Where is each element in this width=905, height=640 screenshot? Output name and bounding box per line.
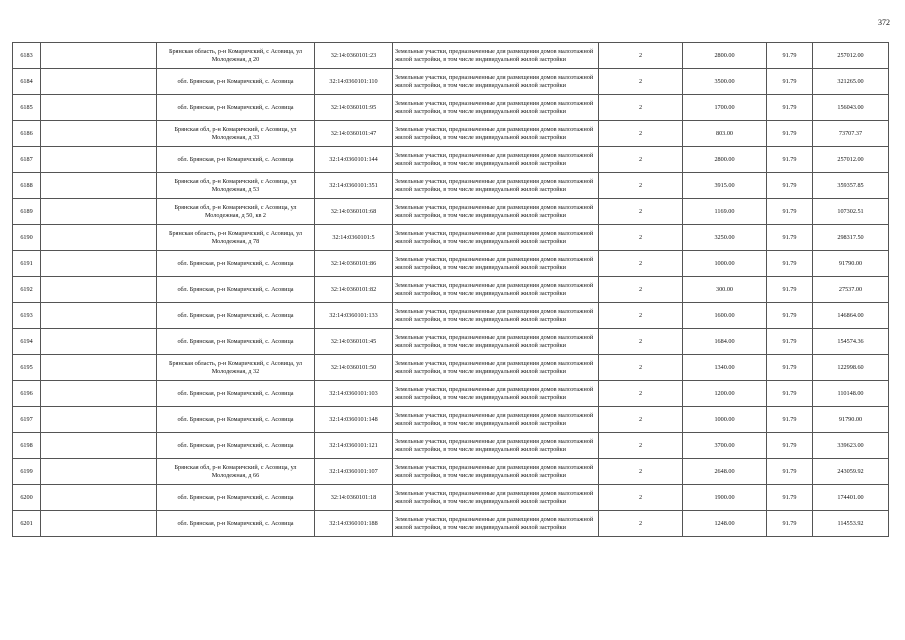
category-cell: 2	[599, 121, 683, 147]
cadastral-number-cell: 32:14:0360101:5	[315, 225, 393, 251]
cadastral-number-cell: 32:14:0360101:23	[315, 43, 393, 69]
table-row	[13, 433, 889, 459]
cadastral-value-cell: 91790.00	[813, 407, 889, 433]
table-row	[13, 485, 889, 511]
category-cell: 2	[599, 199, 683, 225]
rate-cell: 91.79	[767, 173, 813, 199]
blank-cell	[41, 69, 157, 95]
blank-cell	[41, 121, 157, 147]
cadastral-number-cell: 32:14:0360101:18	[315, 485, 393, 511]
category-cell: 2	[599, 381, 683, 407]
category-cell: 2	[599, 433, 683, 459]
rate-cell: 91.79	[767, 511, 813, 537]
cadastral-number-cell: 32:14:0360101:188	[315, 511, 393, 537]
page-number: 372	[878, 18, 890, 27]
permitted-use-cell: Земельные участки, предназначенные для размещения домов малоэтажной жилой застройки, в том числе индивидуальной жилой застройки	[393, 381, 599, 407]
permitted-use-cell: Земельные участки, предназначенные для размещения домов малоэтажной жилой застройки, в том числе индивидуальной жилой застройки	[393, 277, 599, 303]
permitted-use-cell: Земельные участки, предназначенные для размещения домов малоэтажной жилой застройки, в том числе индивидуальной жилой застройки	[393, 95, 599, 121]
table-row	[13, 69, 889, 95]
cadastral-number-cell: 32:14:0360101:45	[315, 329, 393, 355]
category-cell: 2	[599, 95, 683, 121]
permitted-use-cell: Земельные участки, предназначенные для размещения домов малоэтажной жилой застройки, в том числе индивидуальной жилой застройки	[393, 199, 599, 225]
cadastral-value-cell: 91790.00	[813, 251, 889, 277]
table-row	[13, 329, 889, 355]
address-cell: обл. Брянская, р-н Комаричский, с. Асовица	[157, 329, 315, 355]
category-cell: 2	[599, 147, 683, 173]
address-cell: обл. Брянская, р-н Комаричский, с. Асовица	[157, 485, 315, 511]
table-row	[13, 43, 889, 69]
cadastral-value-cell: 146864.00	[813, 303, 889, 329]
blank-cell	[41, 173, 157, 199]
category-cell: 2	[599, 43, 683, 69]
permitted-use-cell: Земельные участки, предназначенные для размещения домов малоэтажной жилой застройки, в том числе индивидуальной жилой застройки	[393, 147, 599, 173]
area-cell: 1200.00	[683, 381, 767, 407]
cadastral-value-cell: 27537.00	[813, 277, 889, 303]
table-body	[13, 43, 889, 537]
address-cell: Брянская обл, р-н Комаричский, с Асовица, ул Молодежная, д 53	[157, 173, 315, 199]
row-number-cell: 6197	[13, 407, 41, 433]
permitted-use-cell: Земельные участки, предназначенные для размещения домов малоэтажной жилой застройки, в том числе индивидуальной жилой застройки	[393, 251, 599, 277]
rate-cell: 91.79	[767, 381, 813, 407]
table-row	[13, 95, 889, 121]
address-cell: обл. Брянская, р-н Комаричский, с. Асовица	[157, 69, 315, 95]
rate-cell: 91.79	[767, 459, 813, 485]
area-cell: 3500.00	[683, 69, 767, 95]
rate-cell: 91.79	[767, 329, 813, 355]
area-cell: 1248.00	[683, 511, 767, 537]
cadastral-number-cell: 32:14:0360101:110	[315, 69, 393, 95]
table-row	[13, 147, 889, 173]
rate-cell: 91.79	[767, 303, 813, 329]
table-row	[13, 407, 889, 433]
address-cell: Брянская обл, р-н Комаричский, с Асовица, ул Молодежная, д 50, кв 2	[157, 199, 315, 225]
table-row	[13, 459, 889, 485]
rate-cell: 91.79	[767, 407, 813, 433]
cadastral-number-cell: 32:14:0360101:121	[315, 433, 393, 459]
blank-cell	[41, 251, 157, 277]
permitted-use-cell: Земельные участки, предназначенные для размещения домов малоэтажной жилой застройки, в том числе индивидуальной жилой застройки	[393, 173, 599, 199]
table-row	[13, 199, 889, 225]
permitted-use-cell: Земельные участки, предназначенные для размещения домов малоэтажной жилой застройки, в том числе индивидуальной жилой застройки	[393, 329, 599, 355]
cadastral-value-cell: 243059.92	[813, 459, 889, 485]
permitted-use-cell: Земельные участки, предназначенные для размещения домов малоэтажной жилой застройки, в том числе индивидуальной жилой застройки	[393, 433, 599, 459]
blank-cell	[41, 329, 157, 355]
cadastral-number-cell: 32:14:0360101:107	[315, 459, 393, 485]
address-cell: Брянская область, р-н Комаричский, с Асовица, ул Молодежная, д 78	[157, 225, 315, 251]
category-cell: 2	[599, 69, 683, 95]
row-number-cell: 6190	[13, 225, 41, 251]
table-row	[13, 277, 889, 303]
permitted-use-cell: Земельные участки, предназначенные для размещения домов малоэтажной жилой застройки, в том числе индивидуальной жилой застройки	[393, 121, 599, 147]
address-cell: обл. Брянская, р-н Комаричский, с. Асовица	[157, 277, 315, 303]
table-row	[13, 355, 889, 381]
table-row	[13, 303, 889, 329]
blank-cell	[41, 381, 157, 407]
cadastral-value-cell: 122998.60	[813, 355, 889, 381]
cadastral-number-cell: 32:14:0360101:86	[315, 251, 393, 277]
cadastral-number-cell: 32:14:0360101:47	[315, 121, 393, 147]
area-cell: 2800.00	[683, 43, 767, 69]
cadastral-number-cell: 32:14:0360101:95	[315, 95, 393, 121]
cadastral-number-cell: 32:14:0360101:351	[315, 173, 393, 199]
row-number-cell: 6191	[13, 251, 41, 277]
address-cell: обл. Брянская, р-н Комаричский, с. Асовица	[157, 433, 315, 459]
permitted-use-cell: Земельные участки, предназначенные для размещения домов малоэтажной жилой застройки, в том числе индивидуальной жилой застройки	[393, 511, 599, 537]
blank-cell	[41, 277, 157, 303]
permitted-use-cell: Земельные участки, предназначенные для размещения домов малоэтажной жилой застройки, в том числе индивидуальной жилой застройки	[393, 69, 599, 95]
blank-cell	[41, 147, 157, 173]
address-cell: обл. Брянская, р-н Комаричский, с. Асовица	[157, 95, 315, 121]
category-cell: 2	[599, 173, 683, 199]
rate-cell: 91.79	[767, 277, 813, 303]
area-cell: 2800.00	[683, 147, 767, 173]
cadastral-value-cell: 298317.50	[813, 225, 889, 251]
blank-cell	[41, 355, 157, 381]
address-cell: обл. Брянская, р-н Комаричский, с. Асовица	[157, 381, 315, 407]
area-cell: 3700.00	[683, 433, 767, 459]
permitted-use-cell: Земельные участки, предназначенные для размещения домов малоэтажной жилой застройки, в том числе индивидуальной жилой застройки	[393, 43, 599, 69]
row-number-cell: 6183	[13, 43, 41, 69]
rate-cell: 91.79	[767, 485, 813, 511]
address-cell: обл. Брянская, р-н Комаричский, с. Асовица	[157, 303, 315, 329]
category-cell: 2	[599, 251, 683, 277]
permitted-use-cell: Земельные участки, предназначенные для размещения домов малоэтажной жилой застройки, в том числе индивидуальной жилой застройки	[393, 225, 599, 251]
rate-cell: 91.79	[767, 147, 813, 173]
row-number-cell: 6188	[13, 173, 41, 199]
cadastral-value-cell: 321265.00	[813, 69, 889, 95]
rate-cell: 91.79	[767, 69, 813, 95]
category-cell: 2	[599, 511, 683, 537]
rate-cell: 91.79	[767, 121, 813, 147]
cadastral-value-cell: 156043.00	[813, 95, 889, 121]
row-number-cell: 6193	[13, 303, 41, 329]
cadastral-number-cell: 32:14:0360101:148	[315, 407, 393, 433]
cadastral-number-cell: 32:14:0360101:103	[315, 381, 393, 407]
blank-cell	[41, 199, 157, 225]
land-registry-table	[12, 42, 889, 537]
area-cell: 1000.00	[683, 407, 767, 433]
blank-cell	[41, 511, 157, 537]
table-row	[13, 251, 889, 277]
address-cell: обл. Брянская, р-н Комаричский, с. Асовица	[157, 511, 315, 537]
cadastral-value-cell: 154574.36	[813, 329, 889, 355]
row-number-cell: 6200	[13, 485, 41, 511]
address-cell: Брянская обл, р-н Комаричский, с Асовица, ул Молодежная, д 33	[157, 121, 315, 147]
cadastral-value-cell: 174401.00	[813, 485, 889, 511]
category-cell: 2	[599, 277, 683, 303]
row-number-cell: 6192	[13, 277, 41, 303]
table-row	[13, 381, 889, 407]
cadastral-value-cell: 257012.00	[813, 43, 889, 69]
address-cell: обл. Брянская, р-н Комаричский, с. Асовица	[157, 147, 315, 173]
table-row	[13, 511, 889, 537]
area-cell: 1169.00	[683, 199, 767, 225]
area-cell: 3250.00	[683, 225, 767, 251]
rate-cell: 91.79	[767, 43, 813, 69]
area-cell: 1900.00	[683, 485, 767, 511]
blank-cell	[41, 433, 157, 459]
area-cell: 1000.00	[683, 251, 767, 277]
cadastral-value-cell: 257012.00	[813, 147, 889, 173]
permitted-use-cell: Земельные участки, предназначенные для размещения домов малоэтажной жилой застройки, в том числе индивидуальной жилой застройки	[393, 485, 599, 511]
table-row	[13, 121, 889, 147]
rate-cell: 91.79	[767, 433, 813, 459]
category-cell: 2	[599, 225, 683, 251]
row-number-cell: 6198	[13, 433, 41, 459]
area-cell: 1700.00	[683, 95, 767, 121]
row-number-cell: 6195	[13, 355, 41, 381]
row-number-cell: 6189	[13, 199, 41, 225]
category-cell: 2	[599, 459, 683, 485]
table-row	[13, 173, 889, 199]
cadastral-number-cell: 32:14:0360101:82	[315, 277, 393, 303]
cadastral-number-cell: 32:14:0360101:144	[315, 147, 393, 173]
permitted-use-cell: Земельные участки, предназначенные для размещения домов малоэтажной жилой застройки, в том числе индивидуальной жилой застройки	[393, 459, 599, 485]
cadastral-value-cell: 114553.92	[813, 511, 889, 537]
table-row	[13, 225, 889, 251]
cadastral-number-cell: 32:14:0360101:50	[315, 355, 393, 381]
permitted-use-cell: Земельные участки, предназначенные для размещения домов малоэтажной жилой застройки, в том числе индивидуальной жилой застройки	[393, 303, 599, 329]
blank-cell	[41, 225, 157, 251]
cadastral-number-cell: 32:14:0360101:133	[315, 303, 393, 329]
cadastral-value-cell: 107302.51	[813, 199, 889, 225]
row-number-cell: 6196	[13, 381, 41, 407]
area-cell: 300.00	[683, 277, 767, 303]
category-cell: 2	[599, 303, 683, 329]
category-cell: 2	[599, 329, 683, 355]
address-cell: Брянская обл, р-н Комаричский, с Асовица, ул Молодежная, д 66	[157, 459, 315, 485]
blank-cell	[41, 485, 157, 511]
category-cell: 2	[599, 407, 683, 433]
area-cell: 803.00	[683, 121, 767, 147]
blank-cell	[41, 407, 157, 433]
cadastral-value-cell: 110148.00	[813, 381, 889, 407]
permitted-use-cell: Земельные участки, предназначенные для размещения домов малоэтажной жилой застройки, в том числе индивидуальной жилой застройки	[393, 407, 599, 433]
permitted-use-cell: Земельные участки, предназначенные для размещения домов малоэтажной жилой застройки, в том числе индивидуальной жилой застройки	[393, 355, 599, 381]
address-cell: Брянская область, р-н Комаричский, с Асовица, ул Молодежная, д 32	[157, 355, 315, 381]
row-number-cell: 6201	[13, 511, 41, 537]
blank-cell	[41, 43, 157, 69]
row-number-cell: 6186	[13, 121, 41, 147]
row-number-cell: 6194	[13, 329, 41, 355]
blank-cell	[41, 303, 157, 329]
row-number-cell: 6187	[13, 147, 41, 173]
category-cell: 2	[599, 485, 683, 511]
address-cell: Брянская область, р-н Комаричский, с Асовица, ул Молодежная, д 20	[157, 43, 315, 69]
blank-cell	[41, 459, 157, 485]
blank-cell	[41, 95, 157, 121]
area-cell: 1684.00	[683, 329, 767, 355]
cadastral-number-cell: 32:14:0360101:68	[315, 199, 393, 225]
row-number-cell: 6199	[13, 459, 41, 485]
rate-cell: 91.79	[767, 95, 813, 121]
area-cell: 3915.00	[683, 173, 767, 199]
rate-cell: 91.79	[767, 355, 813, 381]
row-number-cell: 6184	[13, 69, 41, 95]
cadastral-value-cell: 339623.00	[813, 433, 889, 459]
area-cell: 1600.00	[683, 303, 767, 329]
rate-cell: 91.79	[767, 199, 813, 225]
cadastral-value-cell: 359357.85	[813, 173, 889, 199]
category-cell: 2	[599, 355, 683, 381]
rate-cell: 91.79	[767, 225, 813, 251]
address-cell: обл. Брянская, р-н Комаричский, с. Асовица	[157, 407, 315, 433]
rate-cell: 91.79	[767, 251, 813, 277]
row-number-cell: 6185	[13, 95, 41, 121]
address-cell: обл. Брянская, р-н Комаричский, с. Асовица	[157, 251, 315, 277]
cadastral-value-cell: 73707.37	[813, 121, 889, 147]
area-cell: 2648.00	[683, 459, 767, 485]
area-cell: 1340.00	[683, 355, 767, 381]
